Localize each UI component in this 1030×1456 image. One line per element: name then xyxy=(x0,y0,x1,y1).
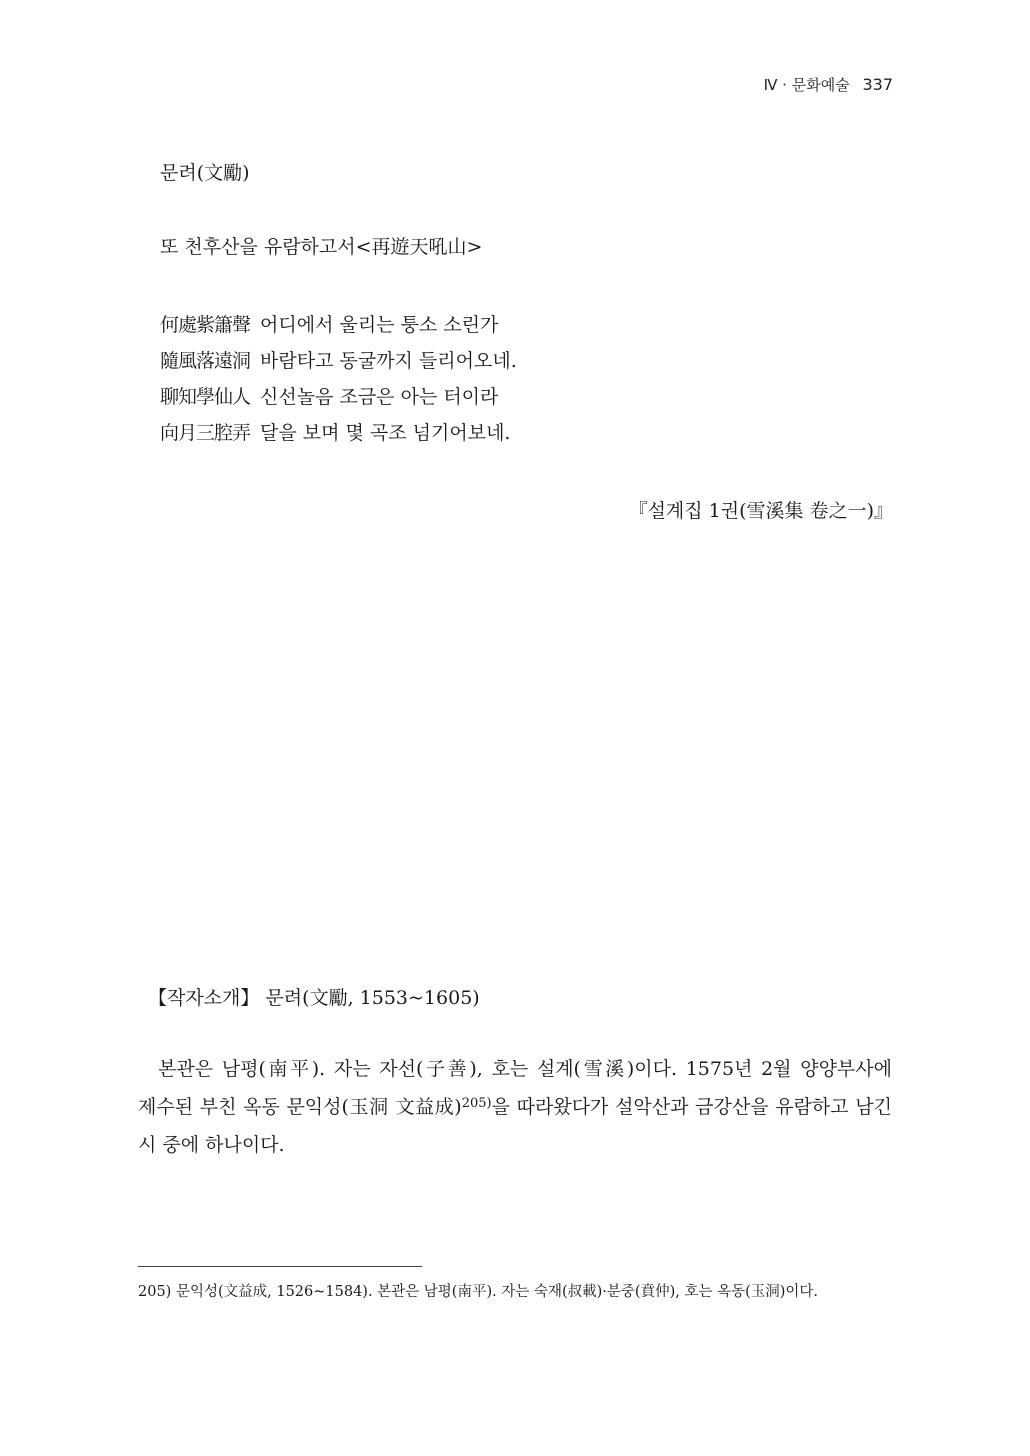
poem-line-korean: 신선놀음 조금은 아는 터이라 xyxy=(260,386,499,408)
poem-title: 또 천후산을 유람하고서<再遊天吼山> xyxy=(160,236,483,258)
author-intro-text: 본관은 남평(南平). 자는 자선(子善), 호는 설계(雪溪)이다. 1575년 2월 양양부사에 제수된 부친 옥동 문익성(玉洞 文益成) xyxy=(138,1058,892,1118)
poem-line-hanja: 何處紫簫聲 xyxy=(160,314,251,336)
poem-line-hanja: 隨風落遠洞 xyxy=(160,350,251,372)
poem-line xyxy=(160,379,517,415)
footnote-reference[interactable]: 205) xyxy=(461,1096,492,1111)
page-number: 337 xyxy=(862,75,893,94)
poem-line xyxy=(160,343,517,379)
poem-line-hanja: 聊知學仙人 xyxy=(160,386,251,408)
poem-line xyxy=(160,307,517,343)
footnote: 205) 문익성(文益成, 1526~1584). 본관은 남평(南平). 자는 숙재(叔載)·분중(賁仲), 호는 옥동(玉洞)이다. xyxy=(138,1284,819,1300)
author-intro-heading: 【작자소개】 문려(文勵, 1553~1605) xyxy=(148,987,480,1009)
author-name: 문려(文勵) xyxy=(160,162,250,184)
running-header xyxy=(764,74,893,95)
poem-line-korean: 어디에서 울리는 퉁소 소린가 xyxy=(260,314,499,336)
poem-line xyxy=(160,415,517,451)
poem xyxy=(160,307,517,451)
poem-line-korean: 바람타고 동굴까지 들리어오네. xyxy=(260,350,517,372)
source-citation: 『설계집 1권(雪溪集 卷之一)』 xyxy=(628,500,893,522)
footnote-divider xyxy=(138,1266,422,1267)
section-title: Ⅳ · 문화예술 xyxy=(763,76,850,94)
author-intro-text-continued: 을 따라왔다가 설악산과 금강산을 유람하고 남긴 시 중에 하나이다. xyxy=(138,1096,893,1156)
poem-line-korean: 달을 보며 몇 곡조 넘기어보네. xyxy=(260,422,511,444)
author-intro-paragraph xyxy=(138,1050,892,1164)
poem-line-hanja: 向月三腔弄 xyxy=(160,422,251,444)
